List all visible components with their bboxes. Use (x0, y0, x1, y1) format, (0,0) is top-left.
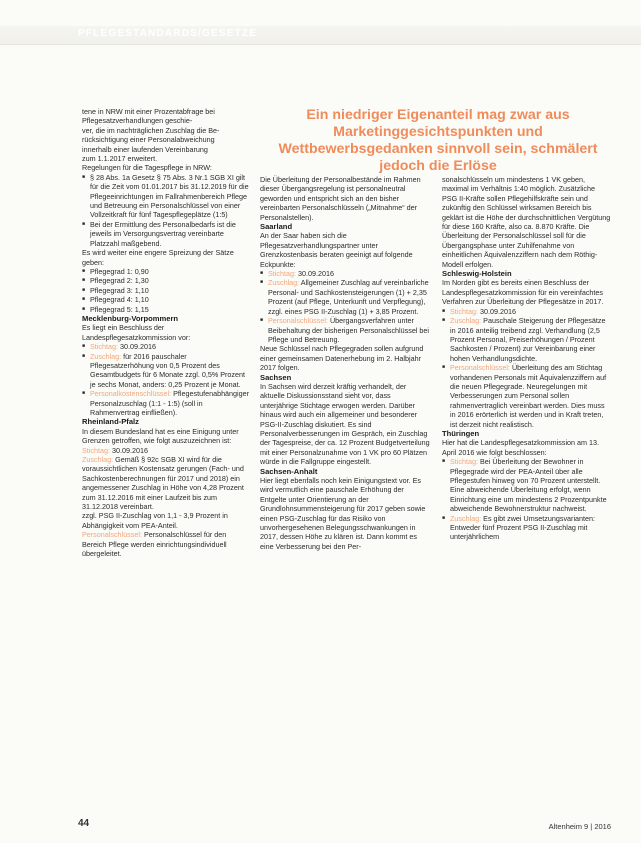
bullet-item (82, 530, 252, 558)
col1-line: rücksichtigung einer Personalabweichung (82, 135, 215, 145)
bullet-item: ■ § 28 Abs. 1a Gesetz § 75 Abs. 3 Nr.1 SGB XI gilt für die Zeit vom 01.01.2017 bis 31.12.2019 für die Pflegeeinrichtungen im Fallrahmenbereich Pflege und Betreuung ein Personalschlüssel von einer Vollzeitkraft für fünf Tagespflegeplätze (1:5) (82, 173, 252, 220)
bullet-text: 30.09.2016 (479, 306, 516, 316)
paragraph: Neue Schlüssel nach Pflegegraden sollen aufgrund einer gemeinsamen Datenerhebung im 2. Halbjahr 2017 folgen. (260, 344, 424, 373)
column-1 (82, 107, 252, 559)
bullet-label: Zuschlag: (450, 513, 482, 523)
bullet-text: 30.09.2016 (111, 445, 148, 455)
paragraph: Regelungen für die Tagespflege in NRW: (82, 163, 212, 173)
section-heading: Sachsen (260, 372, 292, 382)
section-heading: Sachsen-Anhalt (260, 466, 318, 476)
paragraph: Im Norden gibt es bereits einen Beschluss der Landespflegesatzkommission für ein vereinfachtes Verfahren zur Überleitung der Pflegesätze in 2017. (442, 278, 604, 307)
paragraph: An der Saar haben sich die Pflegesatzverhandlungspartner unter Grenzkostenbasis beraten geeinigt auf folgende Eckpunkte: (260, 231, 413, 269)
bullet-item (442, 316, 612, 363)
bullet-label: Zuschlag: (450, 316, 482, 326)
page-number: 44 (78, 818, 90, 829)
bullet-label: Personalschlüssel: (82, 530, 142, 540)
bullet-label: Stichtag: (82, 445, 110, 455)
bullet-item (442, 457, 612, 513)
running-head: PFLEGESTANDARDS/GESETZE (78, 28, 258, 39)
bullet-item (260, 278, 430, 316)
bullet-text: Es gibt zwei Umsetzungsvarianten: Entweder fünf Prozent PSG II-Zuschlag mit unterjährlichem (450, 513, 596, 542)
bullet-item (82, 342, 252, 351)
bullet-text: Bei Überleitung der Bewohner in Pflegegrade wird der PEA-Anteil über alle Pflegestufen hinweg von 70 Prozent unterstellt. Eine abweichende Überleitung erfolgt, wenn Einrichtung eine um mindestens 2 Prozentpunkte abweichende Bewohnerstruktur nachweist. (450, 457, 607, 514)
bullet-text: Überleitung des am Stichtag vorhandenen Personals mit Äquivalenzziffern auf die neuen Pflegegrade. Neuregelungen mit Verbesserungen zum Personal sollen rahmenvertraglich vereinbart werden. Dies muss in 2016 erörterlich ist werden und in Kraft treten, ist derzeit nicht realistisch. (450, 363, 607, 429)
bullet-text: für 2016 pauschaler Pflegesatzerhöhung von 0,5 Prozent des Gesamtbudgets für 6 Monate zzgl. 0,5% Prozent je sechs Monat, anders: 0,25 Prozent je Monat. (90, 351, 246, 389)
bullet-label: Stichtag: (450, 306, 478, 316)
bullet-text: Gemäß § 92c SGB XI wird für die voraussichtlichen Kostensatz gerungen (Fach- und Sachkostenberechnungen für 2017 und 2018) ein angemessener Zuschlag in Höhe von 4,28 Prozent zum 31.12.2016 mit einer Laufzeit bis zum 31.12.2018 vereinbart. (82, 455, 244, 512)
section-heading: Thüringen (442, 428, 480, 438)
bullet-item (82, 352, 252, 390)
bullet-label: Zuschlag: (90, 351, 122, 361)
bullet-item (442, 363, 612, 429)
section-heading: Schleswig-Holstein (442, 269, 512, 279)
bullet-text: Pauschale Steigerung der Pflegesätze in 2016 anteilig treibend zzgl. Verhandlung (2,5 Prozent Personal, Preiserhöhungen / Prozent Sachkosten / Prozent) zur Vereinbarung einer hohen Verhandlungsdichte. (450, 316, 606, 363)
paragraph: sonalschlüsseln um mindestens 1 VK geben, maximal im Verhältnis 1:40 möglich. Zusätzliche PSG II-Kräfte sollen Pflegehilfskräfte sein und zukünftig den Schlüssel wirksamen Bereich bis geklärt ist die Höhe der durchschnittlichen Vergütung für diese 160 Kräfte, also ca. 8.870 Kräfte. Die Überleitung der Personalschlüssel soll für die Übergangsphase unter Zuhilfenahme von einheitlichen Äquivalenzziffern nach dem Röthig-Modell erfolgen. (442, 175, 611, 269)
grade-item: ■ Pflegegrad 1: 0,90 (82, 267, 252, 276)
bullet-text: Pflegestufenabhängiger Personalzuschlag (1:1 - 1:5) (soll in Rahmenvertrag einfließen). (90, 389, 250, 417)
bullet-label: Stichtag: (268, 269, 296, 279)
bullet-text: Übergangsverfahren unter Beibehaltung der bisherigen Personalschlüssel bei Pflege und Betreuung. (268, 316, 430, 344)
col1-line: tene in NRW mit einer Prozentabfrage bei Pflegesatzverhandlungen geschie- (82, 107, 215, 126)
section-heading: Rheinland-Pfalz (82, 417, 139, 427)
grade-item: ■ Pflegegrad 4: 1,10 (82, 295, 252, 304)
bullet-item (442, 514, 612, 542)
bullet-text: Personalschlüssel für den Bereich Pflege werden einrichtungsindividuell übergeleitet. (82, 530, 227, 559)
bullet-item (82, 389, 252, 417)
col1-line: innerhalb einer laufenden Vereinbarung (82, 144, 208, 154)
paragraph: Die Überleitung der Personalbestände im Rahmen dieser Übergangsregelung ist personalneutral geworden und entspricht sich an den bisher vereinbarten Personalschlüsseln („Mitnahme“ der Personalstellen). (260, 175, 421, 222)
bullet-text: zzgl. PSG II-Zuschlag von 1,1 - 3,9 Prozent in Abhängigkeit vom PEA-Anteil. (82, 511, 228, 530)
column-2 (260, 175, 430, 551)
col1-line: ver, die im nachträglichen Zuschlag die Be- (82, 125, 220, 135)
section-heading: Saarland (260, 222, 293, 232)
bullet-label: Stichtag: (90, 342, 118, 352)
paragraph: Hier hat die Landespflegesatzkommission am 13. April 2016 wie folgt beschlossen: (442, 438, 600, 457)
bullet-item (82, 511, 252, 530)
section-heading: Mecklenburg-Vorpommern (82, 313, 179, 323)
bullet-item (82, 455, 252, 511)
bullet-label: Personalkostenschlüssel: (90, 389, 172, 399)
grade-item: ■ Pflegegrad 5: 1,15 (82, 305, 252, 314)
bullet-text: Allgemeiner Zuschlag auf vereinbarliche Personal- und Sachkostensteigerungen (1) + 2,35 Prozent (auf Pflege, Unterkunft und Verpflegung), zzgl. eines PSG II-Zuschlag (1) + 3,85 Prozent. (268, 278, 429, 316)
bullet-label: Personalschlüssel: (450, 363, 510, 373)
column-3 (442, 175, 612, 542)
bullet-label: Zuschlag: (82, 455, 114, 465)
bullet-item (260, 269, 430, 278)
bullet-text: 30.09.2016 (119, 342, 156, 352)
bullet-label: Personalschlüssel: (268, 316, 328, 326)
bullet-item (442, 307, 612, 316)
bullet-text: 30.09.2016 (297, 269, 334, 279)
col1-line: zum 1.1.2017 erweitert. (82, 154, 158, 164)
bullet-item (260, 316, 430, 344)
paragraph: Es wird weiter eine engere Spreizung der Sätze geben: (82, 248, 234, 267)
grade-item: ■ Pflegegrad 3: 1,10 (82, 286, 252, 295)
bullet-item (82, 446, 252, 455)
bullet-item: ■ Bei der Ermittlung des Personalbedarfs ist die jeweils im Versorgungsvertrag vereinbarte Platzzahl maßgebend. (82, 220, 252, 248)
paragraph: Es liegt ein Beschluss der Landespflegesatzkommission vor: (82, 323, 191, 342)
bullet-label: Stichtag: (450, 457, 478, 467)
pull-quote: Ein niedriger Eigenanteil mag zwar aus Marketinggesichtspunkten und Wettbewerbsgedanken sinnvoll sein, schmälert jedoch die Erlöse (278, 107, 598, 174)
paragraph: In diesem Bundesland hat es eine Einigung unter Grenzen getroffen, wie folgt auszuzeichnen ist: (82, 426, 239, 446)
grade-item: ■ Pflegegrad 2: 1,30 (82, 276, 252, 285)
paragraph: In Sachsen wird derzeit kräftig verhandelt, der aktuelle Diskussionsstand sieht vor, dass unterjährige Stichtage erwogen werden. Darüber hinaus wird auch ein allgemeiner und besonderer PSG-II-Zuschlag diskutiert. Es sind Personalverbesserungen im Gespräch, ein Zuschlag der Tagespreise, der ca. 12 Prozent Budgetverteilung mit einer Personalzunahme von 1 VK pro 60 Plätzen würde in die Fallgruppe eingestellt. (260, 381, 430, 467)
bullet-label: Zuschlag: (268, 278, 300, 288)
publication-info: Altenheim 9 | 2016 (548, 822, 611, 831)
paragraph: Hier liegt ebenfalls noch kein Einigungstext vor. Es wird vermutlich eine pauschale Erhöhung der Entgelte unter Orientierung an der Grundlohnsummensteigerung für 2017 geben sowie einen PSG-Zuschlag für das Risiko von unvorhergesehenen Belegungsschwankungen in 2017, dessen Höhe zu klären ist. Dann kommt es eine Verbesserung bei den Per- (260, 476, 426, 551)
